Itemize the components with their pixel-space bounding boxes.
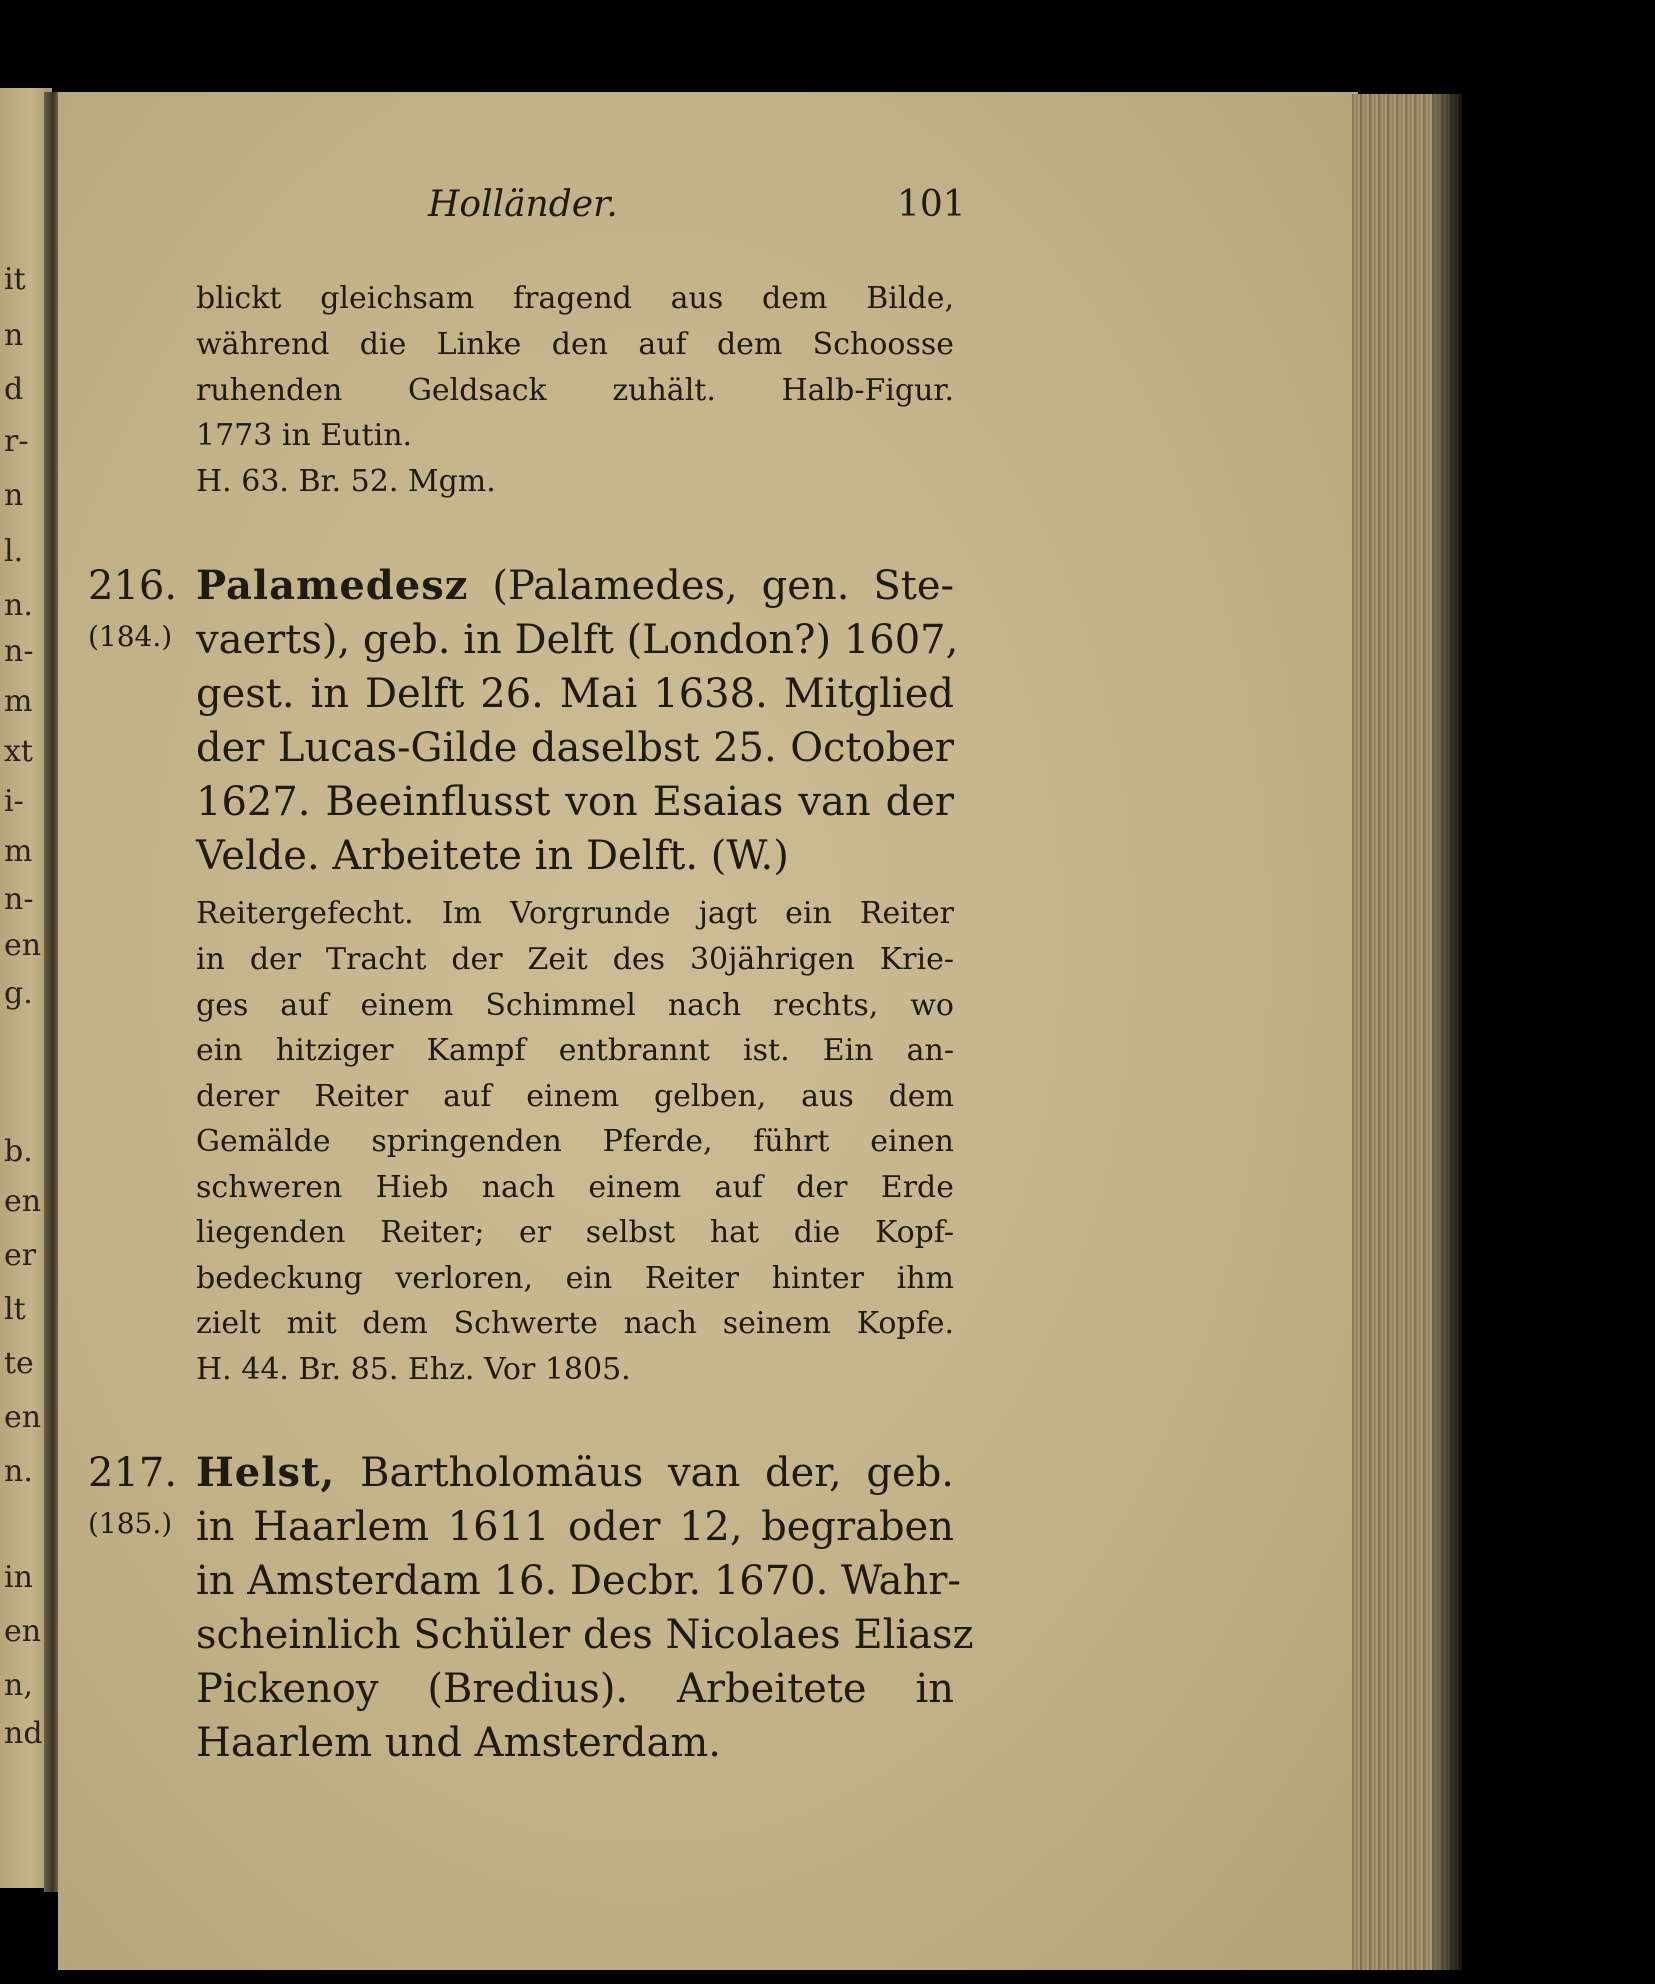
bio-line: in Amsterdam 16. Decbr. 1670. Wahr- [196, 1558, 961, 1604]
description-line: Reitergefecht. Im Vorgrunde jagt ein Reiter [196, 896, 954, 931]
facing-page-fragment: n- [4, 882, 34, 917]
entry-heading [196, 1446, 954, 1500]
description-line: Gemälde springenden Pferde, führt einen [196, 1124, 954, 1159]
bio-line: in Haarlem 1611 oder 12, begraben [196, 1504, 954, 1550]
facing-page-fragment: it [4, 262, 26, 297]
facing-page-fragment: n [4, 478, 24, 513]
page-number: 101 [897, 184, 966, 225]
entry-heading-rest: (Palamedes, gen. Ste- [492, 563, 955, 609]
description-line: ges auf einem Schimmel nach rechts, wo [196, 988, 954, 1023]
bio-line: Pickenoy (Bredius). Arbeitete in [196, 1666, 954, 1712]
facing-page-fragment: m [4, 834, 33, 869]
facing-page-fragment: in [4, 1560, 33, 1595]
description-line: ein hitziger Kampf entbrannt ist. Ein an- [196, 1033, 954, 1068]
facing-page-fragment: nd [4, 1716, 43, 1751]
bio-line: Haarlem und Amsterdam. [196, 1720, 721, 1766]
continuation-line: H. 63. Br. 52. Mgm. [196, 464, 496, 499]
facing-page-fragment: i- [4, 784, 24, 819]
entry-number: 216. [88, 563, 178, 609]
facing-page-fragment: n, [4, 1668, 33, 1703]
facing-page-fragment: d [4, 372, 24, 407]
facing-page-fragment: n- [4, 634, 34, 669]
facing-page-fragment: n [4, 318, 24, 353]
continuation-line: 1773 in Eutin. [196, 418, 413, 453]
artist-name: Palamedesz [196, 562, 469, 609]
description-line: in der Tracht der Zeit des 30jährigen Krie- [196, 942, 954, 977]
facing-page-fragment: er [4, 1238, 37, 1273]
bio-line: der Lucas-Gilde daselbst 25. October [196, 725, 954, 771]
description-line: schweren Hieb nach einem auf der Erde [196, 1170, 954, 1205]
continuation-line: blickt gleichsam fragend aus dem Bilde, [196, 281, 954, 316]
facing-page-fragment: lt [4, 1292, 26, 1327]
facing-page-fragment: r- [4, 424, 29, 459]
description-line: H. 44. Br. 85. Ehz. Vor 1805. [196, 1352, 631, 1387]
bio-line: gest. in Delft 26. Mai 1638. Mitglied [196, 671, 954, 717]
entry-old-number: (184.) [88, 620, 173, 653]
facing-page-fragment: en [4, 1184, 42, 1219]
facing-page-fragment: m [4, 684, 33, 719]
facing-page-fragment: n. [4, 588, 33, 623]
continuation-line: während die Linke den auf dem Schoosse [196, 327, 954, 362]
description-line: derer Reiter auf einem gelben, aus dem [196, 1079, 954, 1114]
entry-heading [196, 559, 954, 613]
bio-line: vaerts), geb. in Delft (London?) 1607, [196, 617, 959, 663]
facing-page-fragment: l. [4, 534, 24, 569]
continuation-line: ruhenden Geldsack zuhält. Halb-Figur. [196, 373, 954, 408]
facing-page-fragment: xt [4, 734, 33, 769]
running-header-title: Holländer. [428, 184, 618, 225]
facing-page-fragment: b. [4, 1134, 33, 1169]
entry-number: 217. [88, 1450, 178, 1496]
facing-page-fragment: en [4, 1400, 42, 1435]
description-line: bedeckung verloren, ein Reiter hinter ihm [196, 1261, 954, 1296]
facing-page-fragment: te [4, 1346, 34, 1381]
description-line: zielt mit dem Schwerte nach seinem Kopfe. [196, 1306, 954, 1341]
bio-line: scheinlich Schüler des Nicolaes Eliasz [196, 1612, 974, 1658]
artist-name: Helst, [196, 1449, 336, 1496]
description-line: liegenden Reiter; er selbst hat die Kopf- [196, 1215, 954, 1250]
bio-line: 1627. Beeinflusst von Esaias van der [196, 779, 954, 825]
facing-page-fragment: g. [4, 976, 33, 1011]
bio-line: Velde. Arbeitete in Delft. (W.) [196, 833, 789, 879]
facing-page-fragment: en [4, 1614, 42, 1649]
entry-old-number: (185.) [88, 1507, 173, 1540]
facing-page-fragment: n. [4, 1454, 33, 1489]
facing-page-fragment: en [4, 928, 42, 963]
entry-heading-rest: Bartholomäus van der, geb. [360, 1450, 955, 1496]
